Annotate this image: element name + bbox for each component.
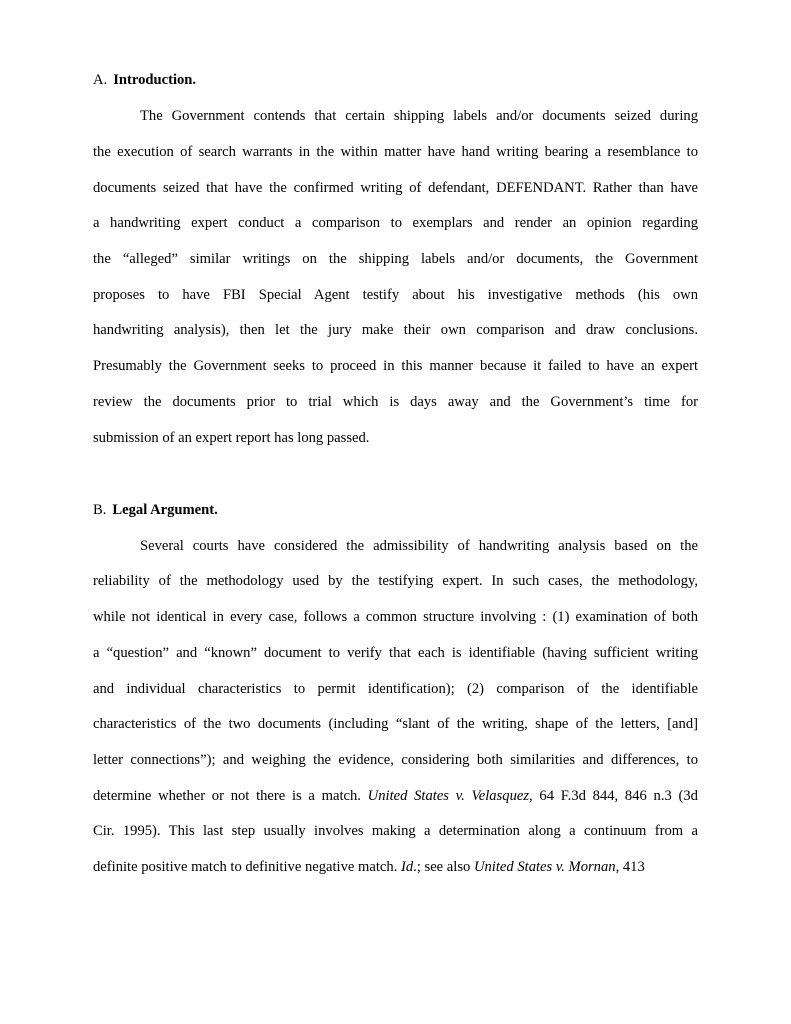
section-title: Legal Argument. — [112, 502, 218, 518]
citation-text: definite positive match to definitive negative match. — [93, 859, 401, 875]
paragraph-line: proposes to have FBI Special Agent testify about his investigative methods (his own — [93, 287, 698, 303]
paragraph-line: the “alleged” similar writings on the shipping labels and/or documents, the Government — [93, 251, 698, 267]
citation-reporter: 64 F.3d 844, 846 n.3 (3d — [532, 788, 698, 804]
id-citation: Id — [401, 859, 414, 875]
paragraph-line: characteristics of the two documents (including “slant of the writing, shape of the letters, [and] — [93, 716, 698, 732]
section-heading-legal-argument — [93, 500, 218, 520]
section-letter: A. — [93, 72, 108, 88]
citation-signal: .; see also — [413, 859, 474, 875]
paragraph-line: reliability of the methodology used by the testifying expert. In such cases, the methodology, — [93, 573, 698, 589]
section-letter: B. — [93, 502, 107, 518]
paragraph-line: a handwriting expert conduct a comparison to exemplars and render an opinion regarding — [93, 215, 698, 231]
paragraph-line: and individual characteristics to permit identification); (2) comparison of the identifiable — [93, 681, 698, 697]
citation-reporter: , 413 — [615, 859, 645, 875]
paragraph-line: Several courts have considered the admissibility of handwriting analysis based on the — [140, 538, 698, 554]
paragraph-line: the execution of search warrants in the within matter have hand writing bearing a resemblance to — [93, 144, 698, 160]
paragraph-line-citation — [93, 857, 698, 877]
case-name-citation: United States v. Velasquez, — [367, 788, 533, 804]
paragraph-line: review the documents prior to trial which is days away and the Government’s time for — [93, 394, 698, 410]
paragraph-line: letter connections”); and weighing the evidence, considering both similarities and differences, to — [93, 752, 698, 768]
paragraph-line: The Government contends that certain shipping labels and/or documents seized during — [140, 108, 698, 124]
section-title: Introduction. — [113, 72, 197, 88]
paragraph-line: handwriting analysis), then let the jury make their own comparison and draw conclusions. — [93, 322, 698, 338]
paragraph-line: submission of an expert report has long passed. — [93, 430, 370, 446]
paragraph-line: Presumably the Government seeks to proceed in this manner because it failed to have an expert — [93, 358, 698, 374]
citation-text: determine whether or not there is a match. — [93, 788, 368, 804]
paragraph-line-citation — [93, 786, 698, 806]
paragraph-line: a “question” and “known” document to verify that each is identifiable (having sufficient writing — [93, 645, 698, 661]
paragraph-line: Cir. 1995). This last step usually involves making a determination along a continuum from a — [93, 823, 698, 839]
paragraph-line: while not identical in every case, follows a common structure involving : (1) examination of both — [93, 609, 698, 625]
case-name-citation: United States v. Mornan — [473, 859, 616, 875]
paragraph-line: documents seized that have the confirmed writing of defendant, DEFENDANT. Rather than have — [93, 180, 698, 196]
section-heading-introduction — [93, 70, 196, 90]
